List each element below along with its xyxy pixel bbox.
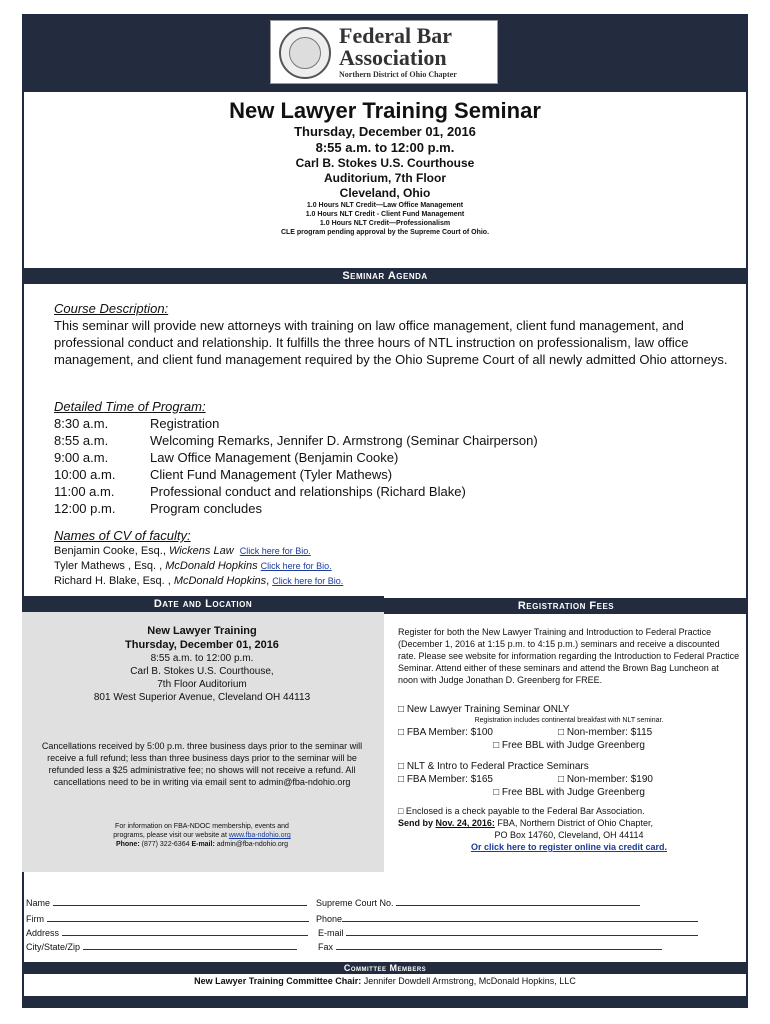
fax-row bbox=[318, 940, 662, 953]
bio-link[interactable]: Click here for Bio. bbox=[260, 561, 332, 571]
email-label: E-mail: bbox=[191, 841, 215, 848]
fax-label: Fax bbox=[318, 942, 334, 952]
faculty-firm: McDonald Hopkins bbox=[165, 560, 258, 572]
schedule-row bbox=[54, 500, 734, 517]
phone-label: Phone: bbox=[115, 841, 140, 848]
register-online-link[interactable]: Or click here to register online via credit card. bbox=[470, 842, 668, 852]
page-title: New Lawyer Training Seminar bbox=[229, 98, 541, 123]
logo-name-line1: Federal Bar bbox=[339, 23, 453, 48]
header-city: Cleveland, Ohio bbox=[339, 186, 431, 200]
agenda-bar: Seminar Agenda bbox=[22, 268, 748, 284]
firm-field[interactable] bbox=[47, 912, 309, 922]
email-value: admin@fba-ndohio.org bbox=[214, 841, 289, 848]
dl-room: 7th Floor Auditorium bbox=[157, 679, 247, 690]
faculty-firm: McDonald Hopkins bbox=[173, 575, 267, 587]
schedule-item: Program concludes bbox=[150, 501, 262, 516]
dl-title: New Lawyer Training bbox=[147, 625, 257, 637]
option-nlt-intro[interactable]: □ NLT & Intro to Federal Practice Seminars bbox=[398, 761, 589, 772]
fba-logo bbox=[270, 20, 498, 84]
schedule-time: 11:00 a.m. bbox=[54, 484, 115, 499]
dl-address: 801 West Superior Avenue, Cleveland OH 44113 bbox=[93, 692, 311, 703]
credit-line: 1.0 Hours NLT Credit—Law Office Management bbox=[306, 202, 464, 209]
faculty-row bbox=[54, 544, 734, 559]
faculty-name: Richard H. Blake, Esq. , bbox=[54, 575, 174, 587]
send-date: Nov. 24, 2016: bbox=[435, 818, 495, 828]
dl-venue: Carl B. Stokes U.S. Courthouse, bbox=[130, 666, 274, 677]
phone-row bbox=[316, 912, 698, 925]
city-row bbox=[26, 940, 297, 953]
schedule-time: 9:00 a.m. bbox=[54, 450, 109, 465]
info-line-prefix: programs, please visit our website at bbox=[113, 832, 229, 839]
fax-field[interactable] bbox=[336, 940, 662, 950]
logo-subtitle: Northern District of Ohio Chapter bbox=[339, 70, 457, 79]
faculty-row bbox=[54, 559, 734, 574]
dl-date: Thursday, December 01, 2016 bbox=[125, 639, 279, 651]
schedule-time: 8:30 a.m. bbox=[54, 416, 109, 431]
supreme-court-field[interactable] bbox=[396, 896, 640, 906]
event-details bbox=[30, 624, 374, 704]
footer-bar bbox=[22, 996, 748, 1008]
credit-line: 1.0 Hours NLT Credit - Client Fund Management bbox=[305, 211, 465, 218]
seal-icon bbox=[279, 27, 331, 79]
address-label: Address bbox=[26, 928, 60, 938]
header-date: Thursday, December 01, 2016 bbox=[294, 124, 476, 139]
course-text: This seminar will provide new attorneys with training on law office management, client fund management, and professional conduct and relationship. It fulfills the three hours of NTL instruction on professionalism, law office management, and client fund management required by the Ohio Supreme Court of all newly admitted Ohio attorneys. bbox=[54, 318, 728, 367]
email-row bbox=[318, 926, 698, 939]
schedule-row bbox=[54, 415, 734, 432]
info-block bbox=[30, 822, 374, 849]
faculty-row: Richard H. Blake, Esq. , McDonald Hopkins, Click here for Bio. bbox=[54, 575, 344, 587]
schedule-row bbox=[54, 466, 734, 483]
phone-field[interactable] bbox=[342, 912, 698, 922]
supreme-row bbox=[316, 896, 640, 909]
faculty bbox=[54, 527, 734, 589]
committee-chair bbox=[22, 976, 748, 986]
logo-name bbox=[339, 25, 494, 69]
email-label: E-mail bbox=[318, 928, 344, 938]
registration-intro: Register for both the New Lawyer Training and Introduction to Federal Practice (December 1, 2016 at 1:15 p.m. to 4:15 p.m.) seminars and receive a discounted rate. Please see website for information regarding the Introduction to Federal Practice Seminar. Attend either of these seminars and attend the Brown Bag Luncheon at noon with Judge Jonathan D. Greenberg for FREE. bbox=[398, 627, 740, 685]
header-time: 8:55 a.m. to 12:00 p.m. bbox=[315, 140, 455, 155]
registration-options bbox=[398, 703, 740, 853]
option-row bbox=[398, 726, 740, 739]
course-description bbox=[54, 300, 734, 368]
schedule-item: Client Fund Management (Tyler Mathews) bbox=[150, 467, 393, 482]
enclosed-checkbox[interactable]: □ Enclosed is a check payable to the Federal Bar Association. bbox=[398, 806, 645, 816]
faculty-heading: Names of CV of faculty: bbox=[54, 528, 191, 543]
header-room: Auditorium, 7th Floor bbox=[324, 171, 446, 185]
schedule-item: Registration bbox=[150, 416, 220, 431]
name-field[interactable] bbox=[53, 896, 307, 906]
schedule-time: 12:00 p.m. bbox=[54, 501, 116, 516]
city-field[interactable] bbox=[83, 940, 297, 950]
schedule bbox=[54, 398, 734, 517]
name-row bbox=[26, 896, 307, 909]
option-nlt-only[interactable]: □ New Lawyer Training Seminar ONLY bbox=[398, 704, 570, 715]
website-link[interactable]: www.fba-ndohio.org bbox=[228, 832, 291, 839]
firm-row bbox=[26, 912, 309, 925]
bio-link[interactable]: Click here for Bio. bbox=[272, 576, 344, 586]
logo-name-line2: Association bbox=[339, 45, 447, 70]
address-field[interactable] bbox=[62, 926, 308, 936]
nonmember-checkbox[interactable]: □ Non-member: $190 bbox=[558, 774, 653, 785]
schedule-time: 10:00 a.m. bbox=[54, 467, 116, 482]
schedule-row bbox=[54, 449, 734, 466]
credit-line: CLE program pending approval by the Supreme Court of Ohio. bbox=[280, 229, 490, 236]
dl-time: 8:55 a.m. to 12:00 p.m. bbox=[150, 653, 254, 664]
schedule-item: Professional conduct and relationships (Richard Blake) bbox=[150, 484, 466, 499]
option-row bbox=[398, 773, 740, 786]
info-line: For information on FBA-NDOC membership, events and bbox=[115, 823, 289, 830]
info-line bbox=[30, 831, 374, 840]
chair-name: Jennifer Dowdell Armstrong, McDonald Hopkins, LLC bbox=[361, 976, 576, 986]
chair-label: New Lawyer Training Committee Chair: bbox=[194, 976, 362, 986]
bbl-checkbox[interactable]: □ Free BBL with Judge Greenberg bbox=[493, 740, 645, 751]
address-row bbox=[26, 926, 308, 939]
phone-value: (877) 322-6364 bbox=[139, 841, 192, 848]
faculty-name: Benjamin Cooke, Esq., bbox=[54, 545, 169, 557]
schedule-row bbox=[54, 483, 734, 500]
schedule-item: Welcoming Remarks, Jennifer D. Armstrong (Seminar Chairperson) bbox=[150, 433, 538, 448]
member-checkbox[interactable]: □ FBA Member: $100 bbox=[398, 727, 493, 738]
firm-label: Firm bbox=[26, 914, 44, 924]
credit-line: 1.0 Hours NLT Credit—Professionalism bbox=[319, 220, 451, 227]
registration-bar: Registration Fees bbox=[384, 598, 748, 614]
date-location-bar: Date and Location bbox=[22, 596, 384, 612]
course-heading: Course Description: bbox=[54, 301, 169, 316]
cancellation-policy: Cancellations received by 5:00 p.m. three business days prior to the seminar will receive a full refund; less than three business days prior to the seminar will be refunded less a $25 administrative fee; no shows will not receive a refund. All cancellations need to be in writing via email sent to admin@fba-ndohio.org bbox=[41, 741, 363, 787]
faculty-firm: Wickens Law bbox=[168, 545, 234, 557]
send-line bbox=[398, 817, 740, 829]
header-venue: Carl B. Stokes U.S. Courthouse bbox=[295, 156, 475, 170]
committee-bar: Committee Members bbox=[22, 962, 748, 974]
member-checkbox[interactable]: □ FBA Member: $165 bbox=[398, 774, 493, 785]
bio-link[interactable]: Click here for Bio. bbox=[239, 546, 311, 556]
option-note: Registration includes continental breakfast with NLT seminar. bbox=[474, 717, 664, 724]
supreme-label: Supreme Court No. bbox=[316, 898, 394, 908]
city-label: City/State/Zip bbox=[26, 942, 81, 952]
schedule-item: Law Office Management (Benjamin Cooke) bbox=[150, 450, 399, 465]
send-address-line: PO Box 14760, Cleveland, OH 44114 bbox=[494, 830, 644, 840]
info-contact bbox=[30, 840, 374, 849]
seal-inner bbox=[289, 37, 321, 69]
name-label: Name bbox=[26, 898, 51, 908]
schedule-time: 8:55 a.m. bbox=[54, 433, 109, 448]
phone-label: Phone bbox=[316, 914, 343, 924]
seminar-header bbox=[22, 92, 748, 237]
schedule-heading: Detailed Time of Program: bbox=[54, 399, 206, 414]
email-field[interactable] bbox=[346, 926, 698, 936]
nonmember-checkbox[interactable]: □ Non-member: $115 bbox=[558, 727, 653, 738]
faculty-name: Tyler Mathews , Esq. , bbox=[54, 560, 166, 572]
schedule-row bbox=[54, 432, 734, 449]
send-address: FBA, Northern District of Ohio Chapter, bbox=[494, 818, 653, 828]
bbl-checkbox[interactable]: □ Free BBL with Judge Greenberg bbox=[493, 787, 645, 798]
send-label: Send by bbox=[398, 818, 436, 828]
